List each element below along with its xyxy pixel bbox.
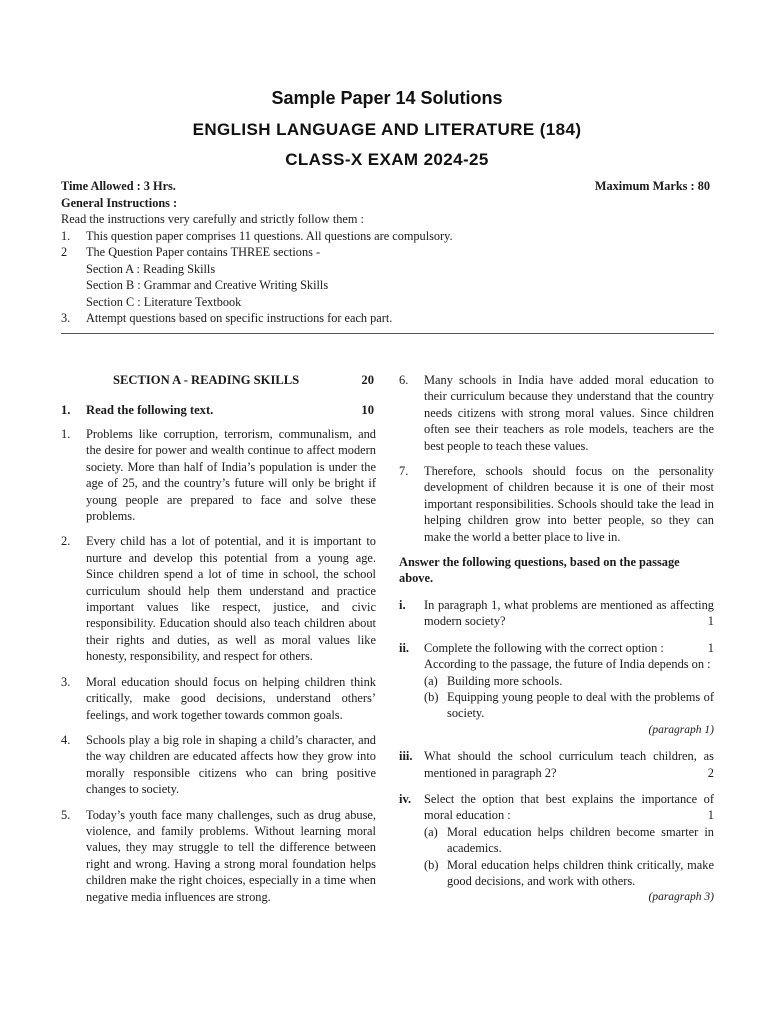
option-a: (a) Building more schools. <box>424 673 563 688</box>
instruction-item: 1. This question paper comprises 11 questions. All questions are compulsory. <box>61 228 453 243</box>
option-b: (b) Moral education helps children think critically, make good decisions, and work with others. <box>424 857 714 888</box>
section-list-item: Section C : Literature Textbook <box>86 294 242 309</box>
question-marks: 1 <box>707 640 714 655</box>
passage-paragraph: 5. Today’s youth face many challenges, such as drug abuse, violence, and family problems. Without learning moral values, they may struggle to tell the difference between right and wrong. Having a strong moral foundation helps children make the right choices, especially in a time when negative media influences are strong. <box>61 807 376 904</box>
section-list-item: Section B : Grammar and Creative Writing Skills <box>86 278 329 292</box>
question-item: iv. Select the option that best explains the importance of moral education : 1 (a) Moral education helps children become smarter in academics. (b) Moral education helps children think critically, make good decisions, and work with others. (paragraph 3) <box>399 791 714 906</box>
left-column <box>61 372 376 914</box>
question-marks: 2 <box>707 765 714 780</box>
section-list-item: Section A : Reading Skills <box>86 261 216 276</box>
paragraph-reference: (paragraph 1) <box>648 723 714 736</box>
passage-paragraph: 4. Schools play a big role in shaping a child’s character, and the way children are educated affects how they grow into morally responsible citizens who can bring positive changes to society. <box>61 732 376 797</box>
passage-paragraph: 3. Moral education should focus on helping children think critically, make good decisions, understand others’ feelings, and work together towards common goals. <box>61 674 376 722</box>
question-item: i. In paragraph 1, what problems are mentioned as affecting modern society? 1 <box>399 597 714 629</box>
subject-title: ENGLISH LANGUAGE AND LITERATURE (184) <box>192 120 582 139</box>
paper-title: Sample Paper 14 Solutions <box>271 88 503 108</box>
divider <box>61 333 714 334</box>
maximum-marks: Maximum Marks : 80 <box>594 179 710 193</box>
exam-title: CLASS-X EXAM 2024-25 <box>285 150 489 169</box>
general-instructions-heading: General Instructions : <box>61 195 178 210</box>
passage-paragraph: 6. Many schools in India have added moral education to their curriculum because they understand that the country needs citizens with strong moral values. Since children often see their teachers as role models, teachers are the best people to teach these values. <box>399 373 714 453</box>
question-marks: 1 <box>707 614 714 629</box>
time-allowed: Time Allowed : 3 Hrs. <box>61 179 176 193</box>
instruction-item: 2 The Question Paper contains THREE sections - <box>61 245 321 259</box>
right-column <box>399 372 714 916</box>
instructions-intro: Read the instructions very carefully and strictly follow them : <box>61 212 364 226</box>
question-item: iii. What should the school curriculum teach children, as mentioned in paragraph 2? 2 <box>399 749 714 780</box>
question-1-heading: 1. Read the following text. 10 <box>61 403 374 417</box>
section-a-heading: SECTION A - READING SKILLS 20 <box>113 373 374 387</box>
instructions-block <box>61 178 713 327</box>
passage-paragraph: 7. Therefore, schools should focus on the personality development of children because it is one of their most important responsibilities. Schools should take the lead in helping children grow into better people, so they can make the world a better place to live in. <box>399 464 714 544</box>
question-stem: According to the passage, the future of India depends on : <box>424 657 711 672</box>
option-a: (a) Moral education helps children become smarter in academics. <box>424 824 714 856</box>
questions-heading: Answer the following questions, based on the passage above. <box>399 555 680 586</box>
paragraph-reference: (paragraph 3) <box>648 891 714 904</box>
question-marks: 1 <box>707 808 714 823</box>
question-item: ii. Complete the following with the correct option : 1 According to the passage, the future of India depends on : (a) Building more schools. (b) Equipping young people to deal with the problems of society. (paragraph 1) <box>399 640 714 738</box>
passage-paragraph: 1. Problems like corruption, terrorism, communalism, and the desire for power and wealth continue to affect modern society. More than half of India’s population is under the age of 25, and the country’s future will only be bright if young people are prepared to face and solve these problems. <box>61 427 376 524</box>
instruction-item: 3. Attempt questions based on specific instructions for each part. <box>61 311 393 325</box>
option-b: (b) Equipping young people to deal with the problems of society. <box>424 689 714 721</box>
passage-paragraph: 2. Every child has a lot of potential, and it is important to nurture and develop this potential from a young age. Since children spend a lot of time in school, the school curriculum should help them understand and practice important values like respect, justice, and civic responsibility. Education should also teach children about their rights and duties, as well as moral values like honesty, responsibility, and respect for others. <box>61 534 376 664</box>
